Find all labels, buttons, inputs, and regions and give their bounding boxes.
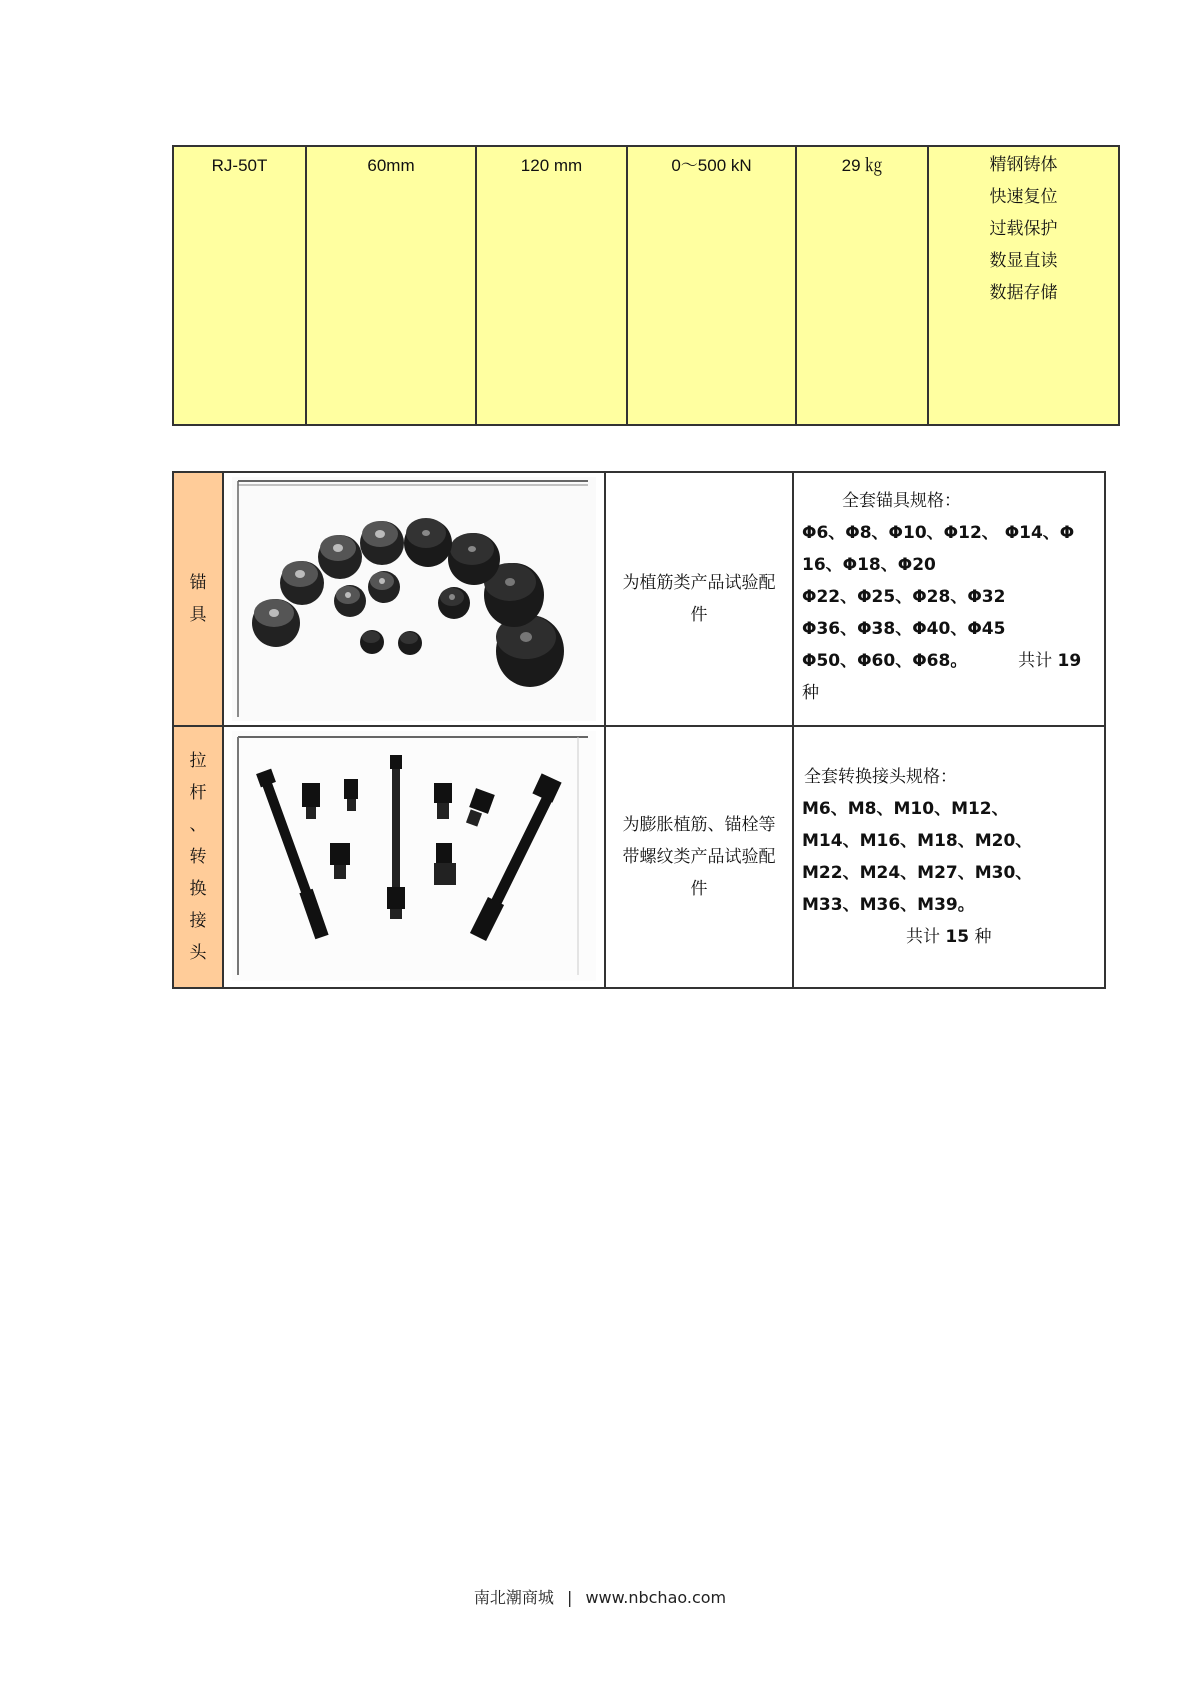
label-char: 、: [189, 815, 207, 835]
adapter-image-cell: [223, 726, 605, 988]
sizes-line: 16、Φ18、Φ20: [802, 555, 936, 575]
total-suffix: 种: [802, 683, 819, 703]
sizes-line: M6、M8、M10、M12、: [802, 799, 1009, 819]
sizes-last-line: [802, 645, 1096, 709]
footer-separator: |: [566, 1588, 573, 1607]
pull-rods-photo: [232, 731, 596, 983]
total-suffix: 种: [969, 927, 992, 947]
anchor-ring-small: [360, 630, 384, 654]
sizes-line: M22、M24、M27、M30、: [802, 863, 1033, 883]
anchor-ring-small: [438, 587, 470, 619]
label-char: 转: [189, 847, 207, 867]
total-prefix: 共计: [906, 927, 946, 947]
diameter-cell: 60mm: [306, 146, 476, 425]
page-footer: [0, 1585, 1200, 1608]
feature-item: 数据存储: [989, 283, 1058, 303]
accessories-table: [172, 471, 1106, 989]
anchor-ring: [360, 521, 404, 565]
label-char: 杆: [189, 783, 207, 803]
sizes-line: Φ50、Φ60、Φ68。: [802, 651, 968, 671]
anchor-sizes: [793, 472, 1105, 726]
sizes-title: 全套转换接头规格：: [804, 767, 957, 787]
label-char: 具: [189, 605, 207, 625]
adapter-sizes: [793, 726, 1105, 988]
feature-item: 快速复位: [989, 187, 1058, 207]
weight-cell: 29 ㎏: [796, 146, 928, 425]
footer-url[interactable]: www.nbchao.com: [585, 1588, 727, 1607]
label-char: 头: [189, 943, 207, 963]
spec-row: [173, 146, 1119, 425]
anchor-ring-small: [334, 585, 366, 617]
total-count: 15: [945, 927, 970, 947]
sizes-line: M14、M16、M18、M20、: [802, 831, 1033, 851]
feature-item: 过载保护: [989, 219, 1058, 239]
sizes-line: M33、M36、M39。: [802, 895, 975, 915]
anchor-ring: [318, 535, 362, 579]
stroke-cell: 120 mm: [476, 146, 627, 425]
label-char: 拉: [189, 751, 207, 771]
model-cell: RJ-50T: [173, 146, 306, 425]
force-cell: 0～500 kN: [627, 146, 796, 425]
anchor-ring: [448, 533, 500, 585]
accessory-row-anchor: [173, 472, 1105, 726]
spec-table: [172, 145, 1120, 426]
sizes-title: 全套锚具规格：: [842, 491, 961, 511]
row-label-adapter: [173, 726, 223, 988]
label-char: 换: [189, 879, 207, 899]
features-cell: [928, 146, 1119, 425]
feature-item: 精钢铸体: [989, 155, 1058, 175]
anchor-description: 为植筋类产品试验配件: [605, 472, 793, 726]
sizes-total-line: [802, 921, 1096, 953]
sizes-line: Φ22、Φ25、Φ28、Φ32: [802, 587, 1006, 607]
anchor-ring-small: [398, 631, 422, 655]
anchor-ring: [280, 561, 324, 605]
footer-site-name: 南北潮商城: [473, 1588, 554, 1607]
total-count: 19: [1057, 651, 1082, 671]
anchor-ring-small: [368, 571, 400, 603]
row-label-anchor: [173, 472, 223, 726]
sizes-line: Φ6、Φ8、Φ10、Φ12、 Φ14、Φ: [802, 523, 1075, 543]
label-char: 接: [189, 911, 207, 931]
accessory-row-adapter: [173, 726, 1105, 988]
feature-item: 数显直读: [989, 251, 1058, 271]
adapter-description: 为膨胀植筋、锚栓等带螺纹类产品试验配件: [605, 726, 793, 988]
sizes-line: Φ36、Φ38、Φ40、Φ45: [802, 619, 1006, 639]
total-prefix: 共计: [1018, 651, 1058, 671]
label-char: 锚: [189, 573, 207, 593]
anchor-ring: [252, 599, 300, 647]
anchor-image-cell: [223, 472, 605, 726]
anchor-rings-photo: [232, 477, 596, 721]
